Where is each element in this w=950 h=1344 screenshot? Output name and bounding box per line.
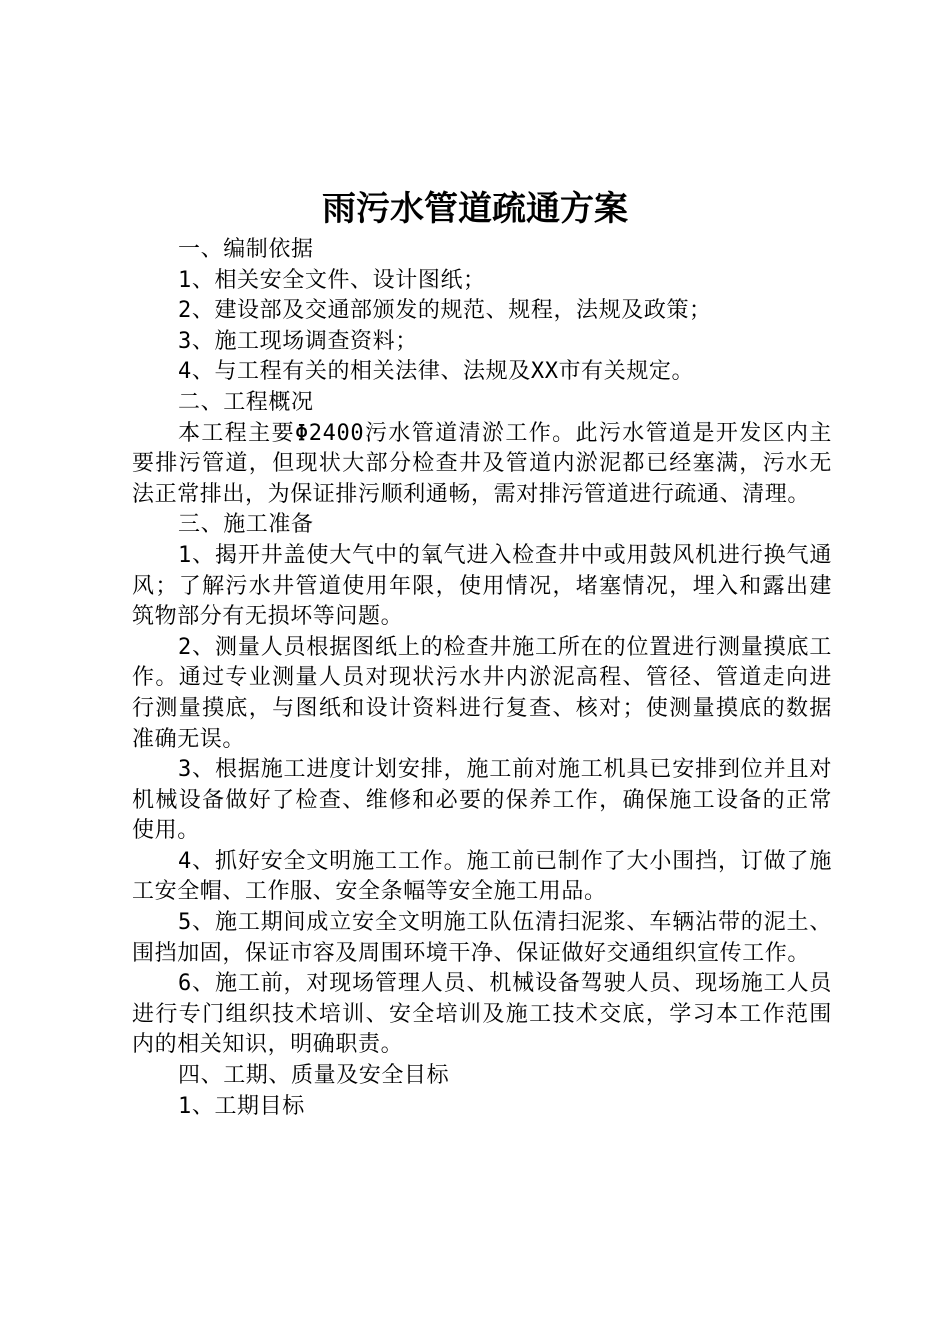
section-heading-targets: 四、工期、质量及安全目标 bbox=[178, 1063, 450, 1089]
overview-paragraph: 本工程主要Φ2400污水管道清淤工作。此污水管道是开发区内主要排污管道，但现状大部分检查井及管道内淤泥都已经塞满，污水无法正常排出，为保证排污顺利通畅，需对排污管道进行疏通、清理。 bbox=[132, 420, 832, 507]
basis-item-1: 1、相关安全文件、设计图纸； bbox=[178, 267, 486, 293]
document-title: 雨污水管道疏通方案 bbox=[322, 189, 628, 229]
preparation-item-3: 3、根据施工进度计划安排，施工前对施工机具已安排到位并且对机械设备做好了检查、维修和必要的保养工作，确保施工设备的正常使用。 bbox=[132, 757, 832, 844]
section-heading-basis: 一、编制依据 bbox=[178, 237, 314, 262]
basis-item-3: 3、施工现场调查资料； bbox=[178, 328, 418, 354]
preparation-item-6: 6、施工前，对现场管理人员、机械设备驾驶人员、现场施工人员进行专门组织技术培训、安全培训及施工技术交底，学习本工作范围内的相关知识，明确职责。 bbox=[132, 971, 832, 1058]
preparation-item-1: 1、揭开井盖使大气中的氧气进入检查井中或用鼓风机进行换气通风；了解污水井管道使用年限，使用情况，堵塞情况，埋入和露出建筑物部分有无损坏等问题。 bbox=[132, 542, 832, 630]
preparation-item-5: 5、施工期间成立安全文明施工队伍清扫泥浆、车辆沾带的泥土、围挡加固，保证市容及周围环境干净、保证做好交通组织宣传工作。 bbox=[132, 910, 832, 966]
preparation-item-2: 2、测量人员根据图纸上的检查井施工所在的位置进行测量摸底工作。通过专业测量人员对现状污水井内淤泥高程、管径、管道走向进行测量摸底，与图纸和设计资料进行复查、核对；使测量摸底的数据准确无误。 bbox=[132, 634, 832, 752]
basis-item-4: 4、与工程有关的相关法律、法规及XX市有关规定。 bbox=[178, 359, 695, 385]
section-heading-overview: 二、工程概况 bbox=[178, 389, 314, 415]
basis-item-2: 2、建设部及交通部颁发的规范、规程，法规及政策； bbox=[178, 298, 712, 324]
document-body bbox=[132, 235, 832, 1122]
section-heading-preparation: 三、施工准备 bbox=[178, 512, 314, 538]
preparation-item-4: 4、抓好安全文明施工工作。施工前已制作了大小围挡，订做了施工安全帽、工作服、安全条幅等安全施工用品。 bbox=[132, 848, 832, 905]
targets-item-1: 1、工期目标 bbox=[178, 1093, 305, 1119]
